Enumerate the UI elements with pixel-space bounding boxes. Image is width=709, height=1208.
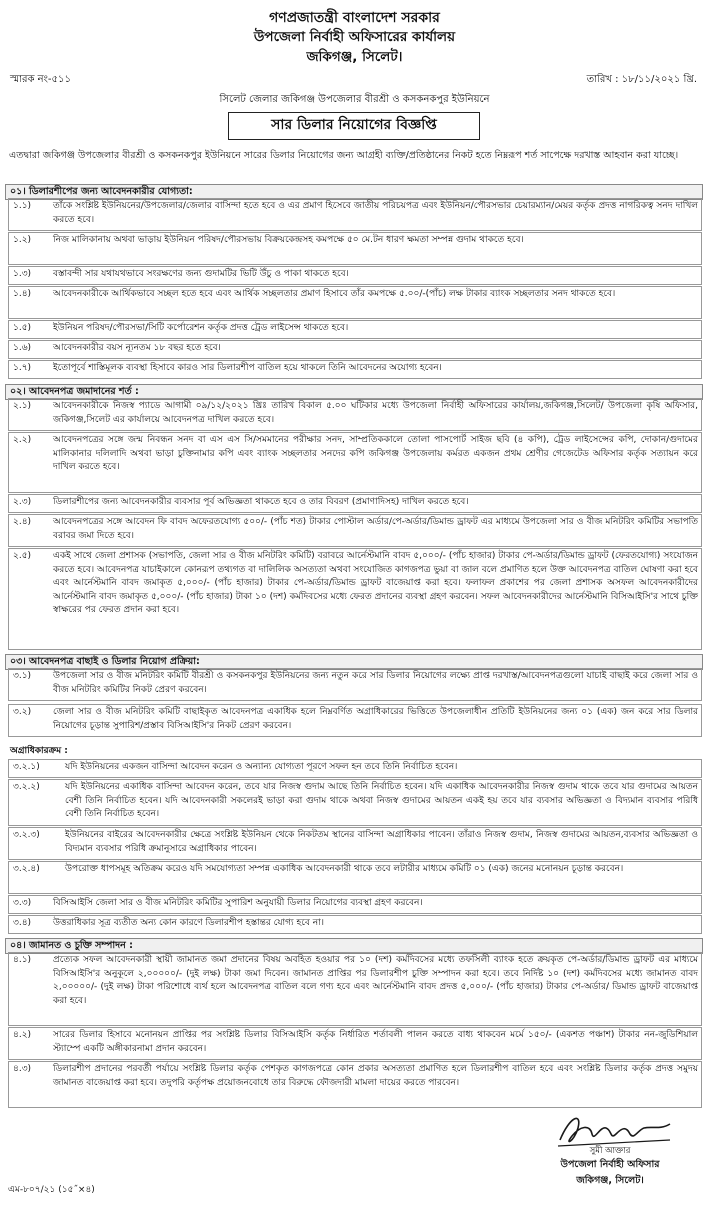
signer-name: সুমী আক্তার [589, 1146, 631, 1156]
list-item: ১.১) তাঁকে সংশ্লিষ্ট ইউনিয়নের/উপজেলার/জেলার বাসিন্দা হতে হবে ও এর প্রমাণ হিসেবে জাতীয় পরিচয়পত্র এবং ইউনিয়ন/পৌরসভার চেয়ারম্যান/মেয়র কর্তৃক প্রদত্ত নাগরিকত্ব সনদ দাখিল করতে হবে। [8, 198, 702, 231]
list-item: ১.৭) ইতোপূর্বে শাস্তিমূলক ব্যবস্থা হিসাবে কারও সার ডিলারশীপ বাতিল হয়ে থাকলে তিনি আবেদনের অযোগ্য হবেন। [8, 360, 702, 379]
list-item: ৪.১) প্রত্যেক সফল আবেদনকারী স্থায়ী জামানত জমা প্রদানের বিষয় অবহিত হওয়ার পর ১০ (দশ) কর্মদিবসের মধ্যে তফসিলী ব্যাংক হতে ক্রয়কৃত পে-অর্ডার/ডিমান্ড ড্রাফট এর মাধ্যমে বিসিআইসি'র অনুকূলে ২,০০০০০/- (দুই লক্ষ) টাকা জমা দিবেন। জামানত প্রাপ্তির পর ডিলারশীপ চুক্তি সম্পাদন করা হবে। তবে নির্দিষ্ট ১০ (দশ) কর্মদিবসের মধ্যে জামানত বাবদ ২,০০০০০/- (দুই লক্ষ) টাকা পরিশোধে ব্যর্থ হলে আবেদনপত্র বাতিল বলে গণ্য হবে এবং আর্নেস্টমানি বাবদ প্রদত্ত ৫,০০০/- (পাঁচ হাজার) টাকার পে-অর্ডার/ ডিমান্ড ড্রাফট বাজেয়াপ্ত করা হবে। [8, 952, 702, 1026]
list-item: ৩.২.৩) ইউনিয়নের বাইরের আবেদনকারীর ক্ষেত্রে সংশ্লিষ্ট ইউনিয়ন থেকে নিকটতম স্থানের বাসিন্দা অগ্রাধিকার পাবেন। তাঁরাও নিজস্ব গুদাম, নিজস্ব গুদামের আয়তন,ব্যবসার অভিজ্ঞতা ও বিদ্যমান ব্যবসার পরিধি ক্রমানুসারে অগ্রাধিকার পাবেন। [8, 827, 702, 860]
memo-number: স্মারক নং-৫১১ [10, 74, 71, 85]
list-item: ১.৩) বস্তাবন্দী সার যথাযথভাবে সংরক্ষণের জন্য গুদামটির ভিটি উঁচু ও পাকা থাকতে হবে। [8, 266, 702, 285]
list-item: ২.৪) আবেদনপত্রের সঙ্গে আবেদন ফি বাবদ অফেরতযোগ্য ৫০০/- (পাঁচ শত) টাকার পোস্টাল অর্ডার/পে-অর্ডার/ডিমান্ড ড্রাফট এর মাধ্যমে উপজেলা সার ও বীজ মনিটরিং কমিটির সভাপতি বরাবর জমা দিতে হবে। [8, 514, 702, 547]
priority-label: অগ্রাধিকারক্রম : [10, 746, 68, 756]
list-item: ৩.১) উপজেলা সার ও বীজ মনিটরিং কমিটি বীরশ্রী ও কসকনকপুর ইউনিয়নের জন্য নতুন করে সার ডিলার নিয়োগের লক্ষ্যে প্রাপ্ত দরখাস্ত/আবেদনপত্রগুলো যাচাই বাছাই করে জেলা সার ও বীজ মনিটরিং কমিটির নিকট প্রেরণ করবেন। [8, 668, 702, 701]
section-2-heading: ০২। আবেদনপত্র জমাদানের শর্ত : [5, 384, 703, 400]
signer-designation: উপজেলা নির্বাহী অফিসার [560, 1159, 660, 1170]
signature-block [520, 1100, 700, 1195]
govt-title: গণপ্রজাতন্ত্রী বাংলাদেশ সরকার [269, 10, 440, 26]
list-item: ৪.৩) ডিলারশীপ প্রদানের পরবর্তী পর্যায়ে সংশ্লিষ্ট ডিলার কর্তৃক পেশকৃত কাগজপত্রে কোন প্রকার অসত্যতা প্রমাণিত হলে ডিলারশীপ বাতিল হবে এবং সংশ্লিষ্ট ডিলার কর্তৃক প্রদত্ত সমুদয় জামানত বাজেয়াপ্ত করা হবে। তদুপরি কর্তৃপক্ষ প্রয়োজনবোধে তার বিরুদ্ধে ফৌজদারী মামলা দায়ের করতে পারবেন। [8, 1061, 702, 1108]
section-1-heading: ০১। ডিলারশীপের জন্য আবেদনকারীর যোগ্যতা: [5, 184, 703, 200]
list-item: ২.৩) ডিলারশীপের জন্য আবেদনকারীর ব্যবসার পূর্ব অভিজ্ঞতা থাকতে হবে ও তার বিবরণ (প্রমাণাদিসহ) দাখিল করতে হবে। [8, 494, 702, 513]
office-title: উপজেলা নির্বাহী অফিসারের কার্যালয় [253, 29, 456, 45]
list-item: ১.৫) ইউনিয়ন পরিষদ/পৌরসভা/সিটি কর্পোরেশন কর্তৃক প্রদত্ত ট্রেড লাইসেন্স থাকতে হবে। [8, 320, 702, 339]
list-item: ২.৫) একই সাথে জেলা প্রশাসক (সভাপতি, জেলা সার ও বীজ মনিটরিং কমিটি) বরাবরে আর্নেস্টমানি বাবদ ৫,০০০/- (পাঁচ হাজার) টাকার পে-অর্ডার/ডিমান্ড ড্রাফট (ফেরতযোগ্য) সংযোজন করতে হবে। আবেদনপত্র যাচাইকালে কোনরূপ তথ্যগত বা দালিলিক অসত্যতা অথবা সংযোজিত কাগজপত্র ভুয়া বা জাল বলে প্রমাণিত হলে উক্ত আবেদনপত্র বাতিল ঘোষণা করা হবে এবং আর্নেস্টমানি বাবদ জমাকৃত ৫,০০০/- (পাঁচ হাজার) টাকার পে-অর্ডার/ডিমান্ড ড্রাফট বাজেয়াপ্ত করা হবে। ফলাফল প্রকাশের পর জেলা প্রশাসক অসফল আবেদনকারীদের আর্নেস্টমানি বাবদ জমাকৃত ৫,০০০/- (পাঁচ হাজার) টাকা ১০ (দশ) কর্মদিবসের মধ্যে ফেরত প্রদানের ব্যবস্থা গ্রহণ করবেন। সফল আবেদনকারীদের আর্নেস্টমানি বিসিআইসি'র সাথে চুক্তি স্বাক্ষরের পর ফেরত প্রদান করা হবে। [8, 548, 702, 650]
list-item: ১.৪) আবেদনকারীকে আর্থিকভাবে সচ্ছল হতে হবে এবং আর্থিক সচ্ছলতার প্রমাণ হিসাবে তাঁর কমপক্ষে ৫.০০/-(পাঁচ) লক্ষ টাকার ব্যাংক সচ্ছলতার সনদ থাকতে হবে। [8, 286, 702, 319]
list-item: ৪.২) সারের ডিলার হিসাবে মনোনয়ন প্রাপ্তির পর সংশ্লিষ্ট ডিলার বিসিআইসি কর্তৃক নির্ধারিত শর্তাবলী পালন করতে বাধ্য থাকবেন মর্মে ১৫০/- (একশত পঞ্চাশ) টাকার নন-জুডিশিয়াল স্ট্যাম্পে একটি অঙ্গীকারনামা প্রদান করবেন। [8, 1027, 702, 1060]
list-item: ৩.২.২) যদি ইউনিয়নের একাধিক বাসিন্দা আবেদন করেন, তবে যার নিজস্ব গুদাম আছে তিনি নির্বাচিত হবেন। যদি একাধিক আবেদনকারীর নিজস্ব গুদাম থাকে তবে যার গুদামের আয়তন বেশী তিনি নির্বাচিত হবেন। যদি আবেদনকারী সকলেরই ভাড়া করা গুদাম থাকে অথবা নিজস্ব গুদামের আয়তন একই হয় তবে যার ব্যবসার অভিজ্ঞতা ও বিদ্যমান ব্যবসার পরিধি বেশী তিনি নির্বাচিত হবেন। [8, 779, 702, 826]
office-location: জকিগঞ্জ, সিলেট। [306, 49, 403, 65]
list-item: ৩.৩) বিসিআইসি জেলা সার ও বীজ মনিটরিং কমিটির সুপারিশ অনুযায়ী ডিলার নিয়োগের ব্যবস্থা গ্রহণ করবেন। [8, 895, 702, 914]
list-item: ২.২) আবেদনপত্রের সঙ্গে জন্ম নিবন্ধন সনদ বা এস এস সি/সমমানের পরীক্ষার সনদ, সাম্প্রতিককালে তোলা পাসপোর্ট সাইজ ছবি (৪ কপি), ট্রেড লাইসেন্সের কপি, দোকান/গুদামের মালিকানার দলিলাদি অথবা ভাড়া চুক্তিনামার কপি এবং ব্যাংক সচ্ছলতার সনদের কপি জকিগঞ্জ উপজেলায় কর্মরত একজন প্রথম শ্রেণীর গেজেটেড অফিসার কর্তৃক সত্যায়ন করে দাখিল করতে হবে। [8, 432, 702, 493]
list-item: ২.১) আবেদনকারীকে নিজস্ব প্যাডে আগামী ০৯/১২/২০২১ খ্রিঃ তারিখ বিকাল ৫.০০ ঘটিকার মধ্যে উপজেলা নির্বাহী অফিসারের কার্যালয়,জকিগঞ্জ,সিলেট/ উপজেলা কৃষি অফিসার, জকিগঞ্জ,সিলেট এর কার্যালয়ে আবেদনপত্র দাখিল করতে হবে। [8, 398, 702, 431]
section-3-heading: ০৩। আবেদনপত্র বাছাই ও ডিলার নিয়োগ প্রক্রিয়া: [5, 654, 703, 670]
notice-title: সার ডিলার নিয়োগের বিজ্ঞপ্তি [228, 112, 480, 140]
signer-place: জকিগঞ্জ, সিলেট। [576, 1175, 644, 1186]
intro-paragraph: এতদ্বারা জকিগঞ্জ উপজেলার বীরশ্রী ও কসকনকপুর ইউনিয়নে সারের ডিলার নিয়োগের জন্য আগ্রহী ব্যক্তি/প্রতিষ্ঠানের নিকট হতে নিম্নরূপ শর্ত সাপেক্ষে দরখাস্ত আহবান করা যাচ্ছে। [9, 150, 679, 161]
subject-line: সিলেট জেলার জকিগঞ্জ উপজেলার বীরশ্রী ও কসকনকপুর ইউনিয়নে [219, 94, 490, 105]
notice-date: তারিখ : ১৮/১১/২০২১ খ্রি. [586, 74, 697, 85]
list-item: ১.২) নিজ মালিকানায় অথবা ভাড়ায় ইউনিয়ন পরিষদ/পৌরসভায় বিক্রয়কেন্দ্রসহ কমপক্ষে ৫০ মে.টন ধারণ ক্ষমতা সম্পন্ন গুদাম থাকতে হবে। [8, 232, 702, 265]
list-item: ৩.৪) উত্তরাধিকার সূত্র ব্যতীত অন্য কোন কারণে ডিলারশীপ হস্তান্তর যোগ্য হবে না। [8, 915, 702, 934]
list-item: ১.৬) আবেদনকারীর বয়স ন্যূনতম ১৮ বছর হতে হবে। [8, 340, 702, 359]
list-item: ৩.২.৪) উপরোক্ত ধাপসমূহ অতিক্রম করেও যদি সমযোগ্যতা সম্পন্ন একাধিক আবেদনকারী থাকে তবে লটারীর মাধ্যমে কমিটি ০১ (এক) জনের মনোনয়ন চূড়ান্ত করবেন। [8, 861, 702, 894]
list-item: ৩.২) জেলা সার ও বীজ মনিটরিং কমিটি বাছাইকৃত আবেদনপত্র একাধিক হলে নিম্নবর্ণিত অগ্রাধিকারের ভিত্তিতে উপজেলাধীন প্রতিটি ইউনিয়নের জন্য ০১ (এক) জন করে সার ডিলার নিয়োগের চূড়ান্ত সুপারিশ/প্রস্তাব বিসিআইসি'র নিকট প্রেরণ করবেন। [8, 704, 702, 737]
section-4-heading: ০৪। জামানত ও চুক্তি সম্পাদন : [5, 938, 703, 954]
footer-code: এম-৮০৭/২১ (১৫˝×৪) [8, 1185, 95, 1195]
list-item: ৩.২.১) যদি ইউনিয়নের একজন বাসিন্দা আবেদন করেন ও অন্যান্য যোগ্যতা পূরণে সফল হন তবে তিনি নির্বাচিত হবেন। [8, 759, 702, 778]
